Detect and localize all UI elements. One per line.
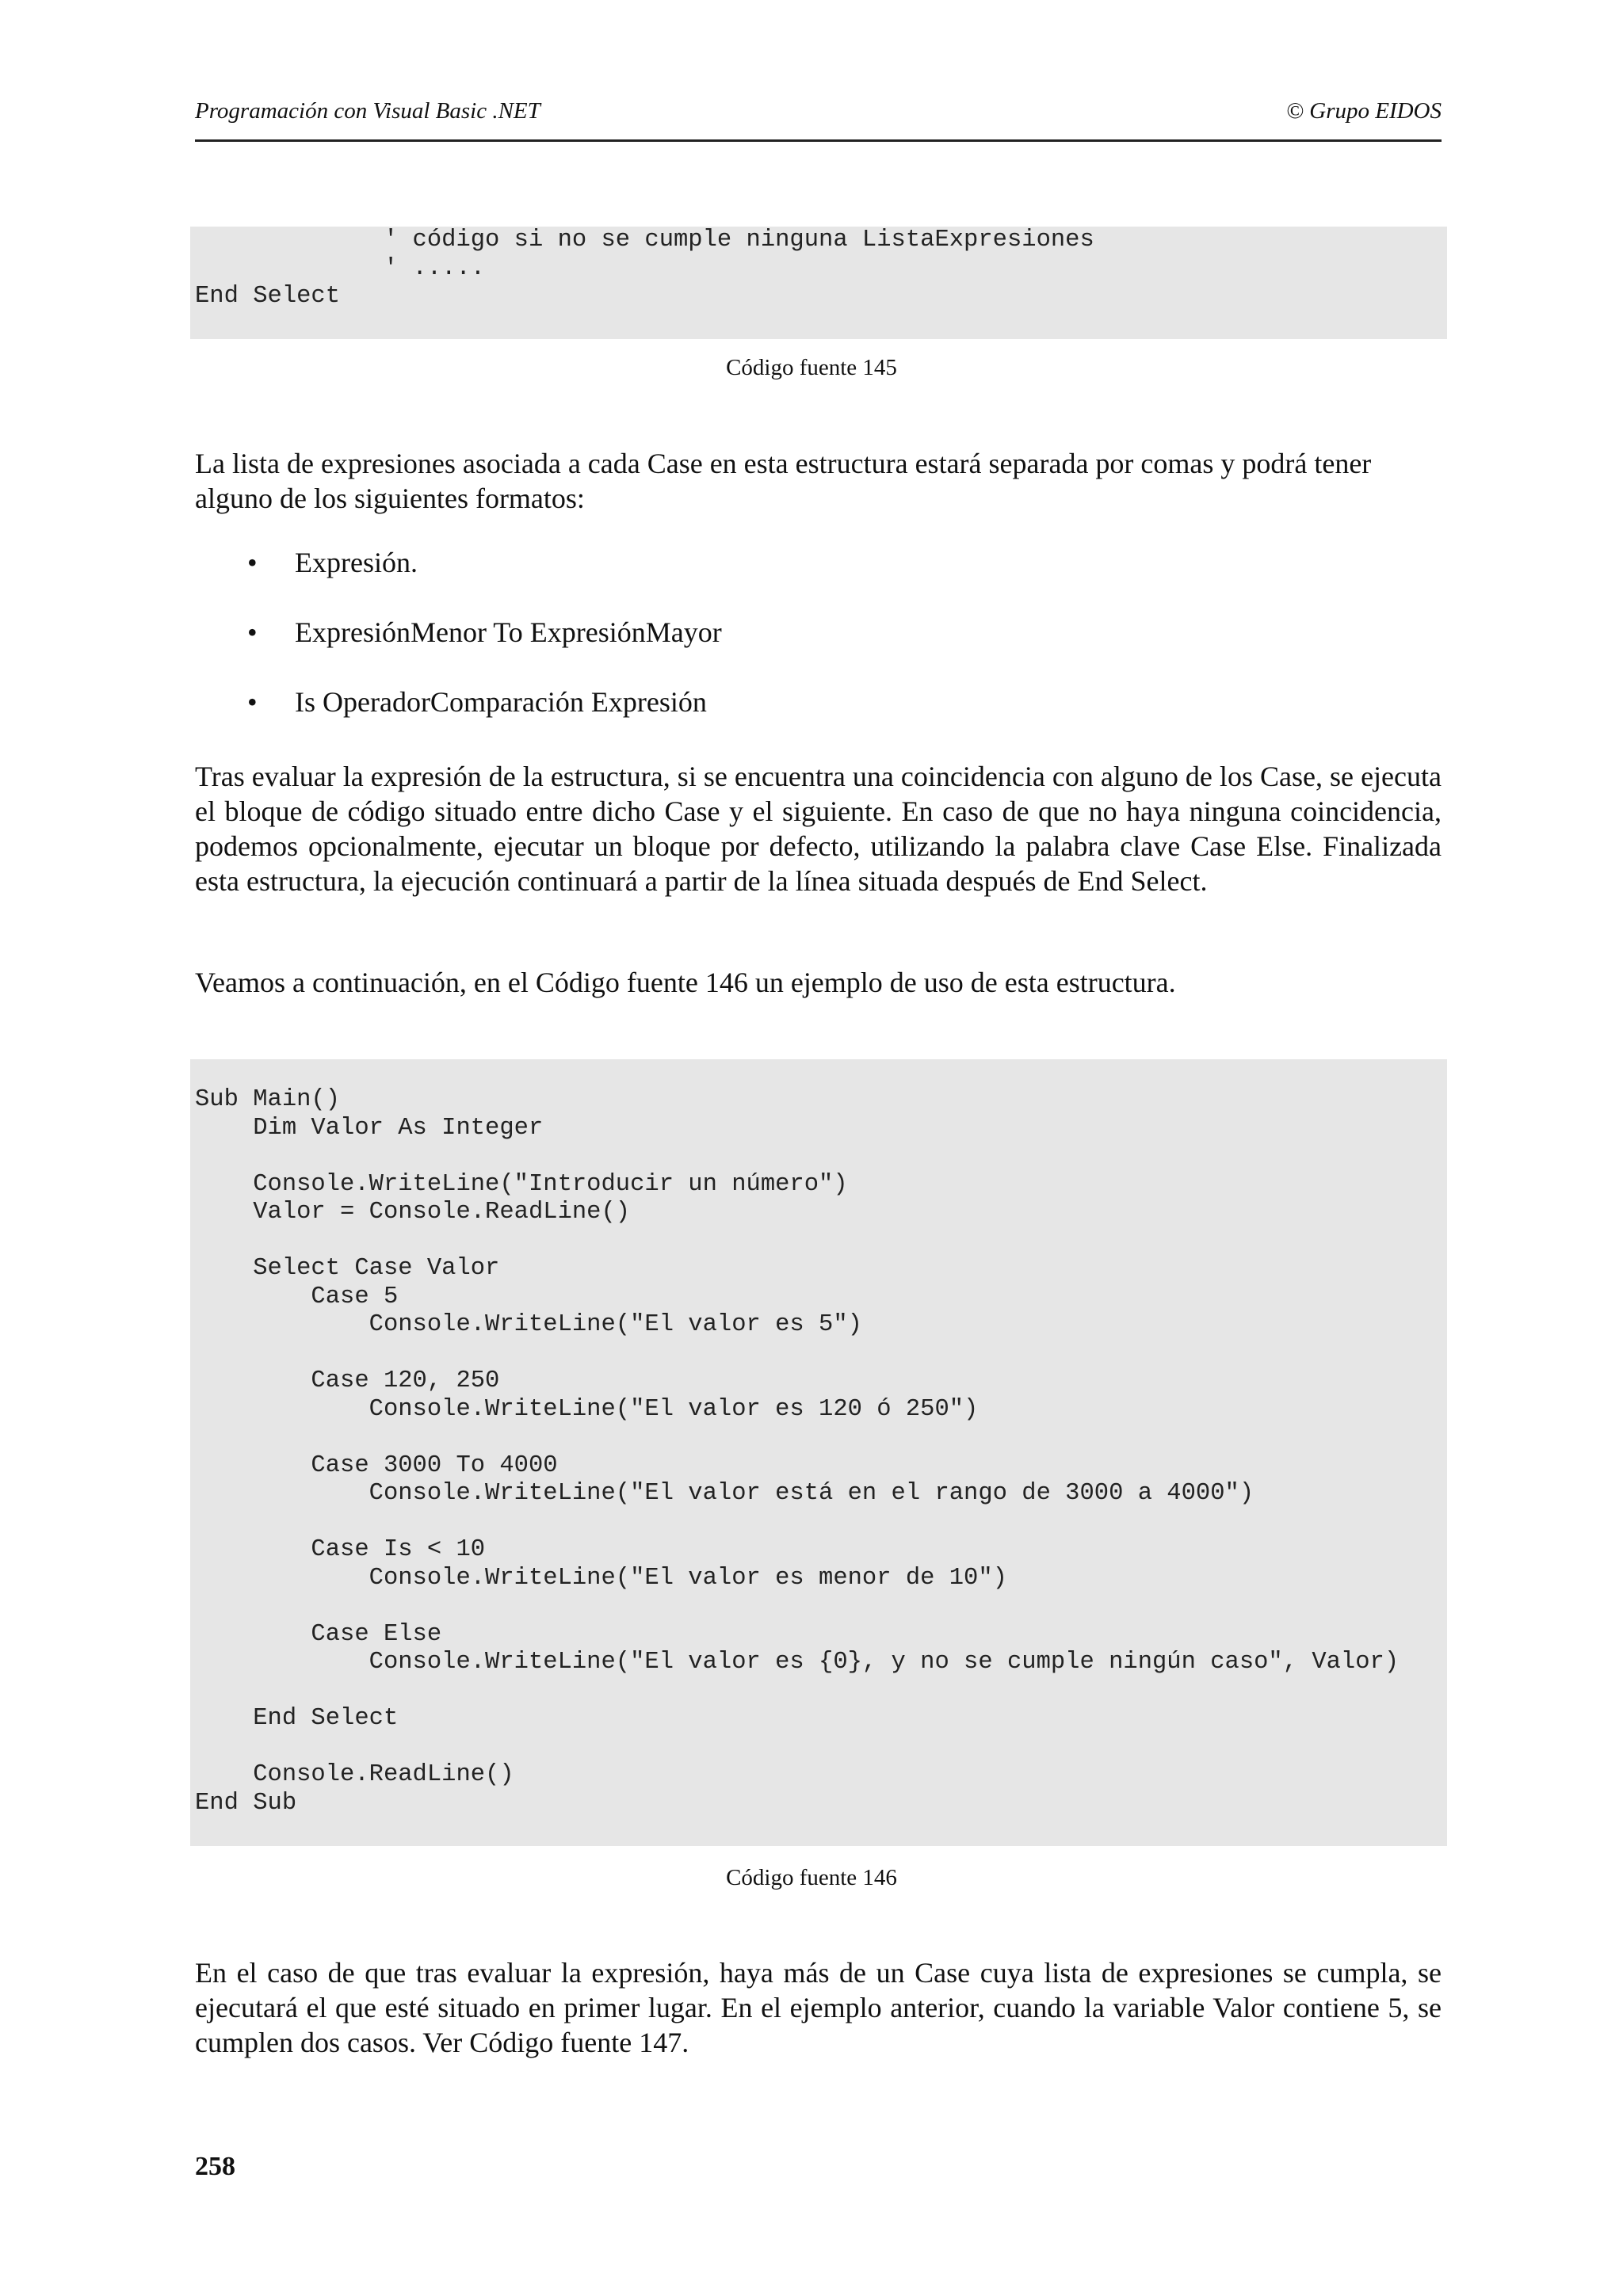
list-item-text: Is OperadorComparación Expresión: [295, 686, 707, 718]
code-block-145-text: ' código si no se cumple ninguna ListaExpresiones ' ..... End Select: [195, 227, 1094, 310]
header-book-title: Programación con Visual Basic .NET: [195, 98, 540, 124]
list-item-text: Expresión.: [295, 547, 418, 578]
list-item: [195, 615, 1384, 685]
paragraph-example-intro: Veamos a continuación, en el Código fuente 146 un ejemplo de uso de esta estructura.: [195, 967, 1176, 998]
code-block-145: [190, 227, 1447, 339]
list-item: [195, 685, 1384, 754]
bullet-icon: •: [247, 686, 258, 718]
paragraph-evaluation: Tras evaluar la expresión de la estructura, si se encuentra una coincidencia con alguno de los Case, se ejecuta el bloque de código situado entre dicho Case y el siguiente. En caso de que no haya ninguna coincidencia, podemos opcionalmente, ejecutar un bloque por defecto, utilizando la palabra clave Case Else. Finalizada esta estructura, la ejecución continuará a partir de la línea situada después de End Select.: [195, 761, 1442, 897]
code-block-146-text: Sub Main() Dim Valor As Integer Console.WriteLine("Introducir un número") Valor = Console.ReadLine() Select Case Valor Case 5 Console.WriteLine("El valor es 5") Case 120, 250 Console.WriteLine("El valor es 120 ó 250") Case 3000 To 4000 Console.WriteLine("El valor está en el rango de 3000 a 4000") Case Is < 10 Console.WriteLine("El valor es menor de 10") Case Else Console.WriteLine("El valor es {0}, y no se cumple ningún caso", Valor) End Select Console.ReadLine() End Sub: [195, 1086, 1400, 1817]
bullet-icon: •: [247, 547, 258, 578]
page-number: 258: [195, 2152, 235, 2181]
caption-code-145: Código fuente 145: [726, 355, 897, 380]
bullet-icon: •: [247, 616, 258, 648]
paragraph-expression-list: La lista de expresiones asociada a cada Case en esta estructura estará separada por comas y podrá tener alguno de los siguientes formatos:: [195, 448, 1372, 514]
list-item-text: ExpresiónMenor To ExpresiónMayor: [295, 616, 722, 648]
list-item: [195, 545, 1384, 615]
code-block-146: [190, 1059, 1447, 1846]
caption-code-146: Código fuente 146: [726, 1865, 897, 1890]
header-publisher: © Grupo EIDOS: [1285, 98, 1442, 124]
running-header: [195, 93, 1442, 142]
format-list: [195, 545, 1384, 754]
paragraph-multiple-matches: En el caso de que tras evaluar la expresión, haya más de un Case cuya lista de expresiones se cumpla, se ejecutará el que esté situado en primer lugar. En el ejemplo anterior, cuando la variable Valor contiene 5, se cumplen dos casos. Ver Código fuente 147.: [195, 1957, 1442, 2058]
